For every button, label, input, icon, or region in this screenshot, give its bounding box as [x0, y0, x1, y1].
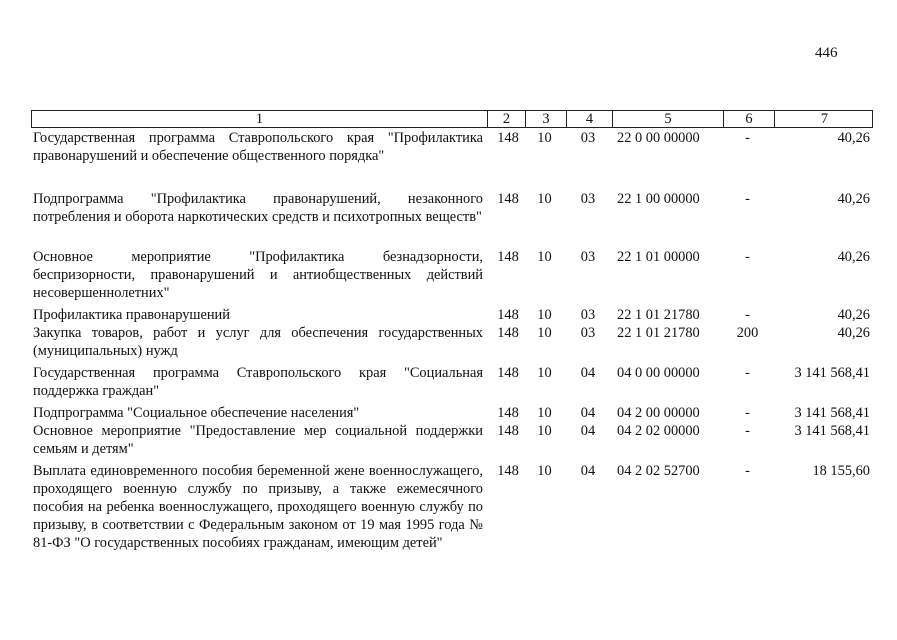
- row-name-cell: Государственная программа Ставропольского края "Социальная поддержка граждан": [33, 365, 483, 399]
- column-header-2: 2: [487, 111, 525, 127]
- row-gov-cell: 148: [497, 325, 519, 341]
- row-type-cell: -: [745, 307, 750, 323]
- table-row: [31, 462, 873, 552]
- row-section-cell: 10: [537, 405, 552, 421]
- column-header-3: 3: [525, 111, 566, 127]
- row-amount-cell: 40,26: [837, 325, 870, 341]
- row-name-cell: Подпрограмма "Профилактика правонарушений, незаконного потребления и оборота наркотических средств и психотропных веществ": [33, 191, 483, 225]
- row-subsection-cell: 04: [580, 405, 596, 421]
- row-name-cell: Выплата единовременного пособия беременной жене военнослужащего, проходящего военную службу по призыву, а также ежемесячного пособия на ребенка военнослужащего, проходящего военную службу по призыву, в соответствии с Федеральным законом от 19 мая 1995 года № 81-ФЗ "О государственных пособиях гражданам, имеющим детей": [33, 463, 483, 551]
- row-type-cell: -: [745, 191, 750, 207]
- row-section-cell: 10: [537, 325, 552, 341]
- column-header-4: 4: [566, 111, 612, 127]
- row-code-cell: 22 1 01 21780: [617, 307, 700, 323]
- table-row: [31, 324, 873, 360]
- row-type-cell: -: [745, 130, 750, 146]
- row-gov-cell: 148: [497, 463, 519, 479]
- row-type-cell: 200: [736, 325, 759, 341]
- row-type-cell: -: [745, 365, 750, 381]
- table-row: [31, 404, 873, 422]
- row-gov-cell: 148: [497, 130, 519, 146]
- row-type-cell: -: [745, 405, 750, 421]
- column-header-1: 1: [255, 111, 264, 127]
- row-subsection-cell: 04: [580, 365, 596, 381]
- row-code-cell: 04 2 00 00000: [617, 405, 700, 421]
- row-section-cell: 10: [537, 423, 552, 439]
- page-number: 446: [815, 45, 838, 61]
- row-section-cell: 10: [537, 191, 552, 207]
- row-code-cell: 04 2 02 52700: [617, 463, 700, 479]
- row-subsection-cell: 03: [580, 307, 596, 323]
- row-amount-cell: 40,26: [837, 130, 870, 146]
- row-section-cell: 10: [537, 307, 552, 323]
- row-code-cell: 22 1 00 00000: [617, 191, 700, 207]
- column-header-7: 7: [774, 111, 874, 127]
- row-section-cell: 10: [537, 463, 552, 479]
- row-name-cell: Основное мероприятие "Профилактика безнадзорности, беспризорности, правонарушений и антиобщественных действий несовершеннолетних": [33, 249, 483, 301]
- row-gov-cell: 148: [497, 405, 519, 421]
- row-subsection-cell: 03: [580, 191, 596, 207]
- row-code-cell: 22 1 01 21780: [617, 325, 700, 341]
- row-gov-cell: 148: [497, 423, 519, 439]
- column-header-6: 6: [723, 111, 774, 127]
- row-code-cell: 04 0 00 00000: [617, 365, 700, 381]
- row-amount-cell: 40,26: [837, 191, 870, 207]
- row-section-cell: 10: [537, 365, 552, 381]
- row-gov-cell: 148: [497, 191, 519, 207]
- table-row: [31, 190, 873, 226]
- row-subsection-cell: 04: [580, 423, 596, 439]
- row-code-cell: 22 0 00 00000: [617, 130, 700, 146]
- table-header-row: [31, 110, 873, 128]
- table-row: [31, 422, 873, 458]
- row-section-cell: 10: [537, 130, 552, 146]
- row-name-cell: Основное мероприятие "Предоставление мер социальной поддержки семьям и детям": [33, 423, 483, 457]
- row-type-cell: -: [745, 249, 750, 265]
- row-gov-cell: 148: [497, 365, 519, 381]
- row-type-cell: -: [745, 423, 750, 439]
- row-amount-cell: 18 155,60: [812, 463, 870, 479]
- row-section-cell: 10: [537, 249, 552, 265]
- row-code-cell: 22 1 01 00000: [617, 249, 700, 265]
- table-row: [31, 306, 873, 324]
- row-amount-cell: 40,26: [837, 249, 870, 265]
- row-type-cell: -: [745, 463, 750, 479]
- row-gov-cell: 148: [497, 307, 519, 323]
- table-row: [31, 248, 873, 302]
- row-subsection-cell: 03: [580, 249, 596, 265]
- row-gov-cell: 148: [497, 249, 519, 265]
- row-amount-cell: 40,26: [837, 307, 870, 323]
- row-subsection-cell: 03: [580, 325, 596, 341]
- row-amount-cell: 3 141 568,41: [794, 405, 870, 421]
- table-row: [31, 129, 873, 165]
- budget-table: [31, 110, 873, 551]
- row-subsection-cell: 04: [580, 463, 596, 479]
- row-amount-cell: 3 141 568,41: [794, 423, 870, 439]
- row-subsection-cell: 03: [580, 130, 596, 146]
- table-row: [31, 364, 873, 400]
- row-amount-cell: 3 141 568,41: [794, 365, 870, 381]
- row-name-cell: Подпрограмма "Социальное обеспечение населения": [33, 405, 360, 421]
- row-name-cell: Профилактика правонарушений: [33, 307, 230, 323]
- row-code-cell: 04 2 02 00000: [617, 423, 700, 439]
- column-header-5: 5: [612, 111, 723, 127]
- row-name-cell: Государственная программа Ставропольского края "Профилактика правонарушений и обеспечение общественного порядка": [33, 130, 483, 164]
- row-name-cell: Закупка товаров, работ и услуг для обеспечения государственных (муниципальных) нужд: [33, 325, 483, 359]
